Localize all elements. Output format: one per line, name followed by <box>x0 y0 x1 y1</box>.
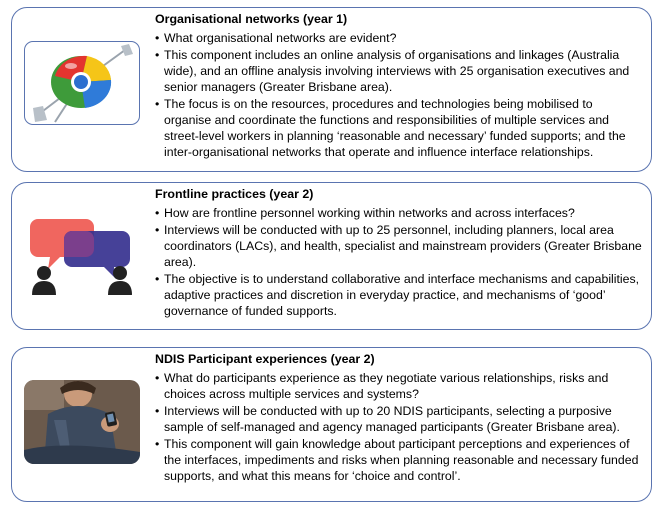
bullet-text: What organisational networks are evident? <box>164 31 397 45</box>
bullet-text: Interviews will be conducted with up to 25 personnel, including planners, local area coordinators (LACs), and health, specialist and mainstream providers (Greater Brisbane area). <box>164 223 642 269</box>
section-organisational-networks <box>11 7 652 172</box>
bullet-text: Interviews will be conducted with up to 20 NDIS participants, selecting a purposive sample of self-managed and agency managed participants (Greater Brisbane area). <box>164 404 620 434</box>
bullet-text: This component will gain knowledge about participant perceptions and experiences of the interfaces, impediments and risks when planning reasonable and necessary funded supports, and what this means for ‘choice and control’. <box>164 437 639 483</box>
bullet-glyph: • <box>155 437 160 451</box>
bullet-text: The objective is to understand collaborative and interface mechanisms and capabilities, adaptive practices and discretion in everyday practice, and mechanisms of ‘good’ governance of funded supports. <box>164 272 640 318</box>
section-title: Organisational networks (year 1) <box>155 12 348 26</box>
section-participant-experiences <box>11 347 652 502</box>
conversation-icon <box>24 211 140 295</box>
list-item <box>155 271 643 319</box>
section-title: NDIS Participant experiences (year 2) <box>155 352 375 366</box>
list-item <box>155 222 643 270</box>
network-robot-icon <box>24 41 140 125</box>
bullet-glyph: • <box>155 404 160 418</box>
bullet-glyph: • <box>155 48 160 62</box>
list-item <box>155 370 643 402</box>
bullet-text: What do participants experience as they negotiate various relationships, risks and choices across multiple services and systems? <box>164 371 609 401</box>
bullet-glyph: • <box>155 97 160 111</box>
bullet-glyph: • <box>155 206 160 220</box>
bullet-text: This component includes an online analysis of organisations and linkages (Australia wide), and an offline analysis involving interviews with 25 organisation executives and senior managers (Greater Brisbane area). <box>164 48 630 94</box>
bullet-text: How are frontline personnel working within networks and across interfaces? <box>164 206 575 220</box>
bullet-glyph: • <box>155 223 160 237</box>
list-item <box>155 30 643 46</box>
section-frontline-practices <box>11 182 652 330</box>
bullet-text: The focus is on the resources, procedures and technologies being mobilised to organise and coordinate the functions and responsibilities of multiple services and street-level workers in planning ‘reasonable and necessary’ funded supports; and the inter-organisational networks that operate and influence interface relationships. <box>164 97 626 159</box>
person-phone-photo <box>24 380 140 464</box>
list-item <box>155 96 643 160</box>
bullet-glyph: • <box>155 31 160 45</box>
list-item <box>155 47 643 95</box>
bullet-glyph: • <box>155 371 160 385</box>
list-item <box>155 205 643 221</box>
bullet-glyph: • <box>155 272 160 286</box>
list-item <box>155 403 643 435</box>
list-item <box>155 436 643 484</box>
section-title: Frontline practices (year 2) <box>155 187 314 201</box>
